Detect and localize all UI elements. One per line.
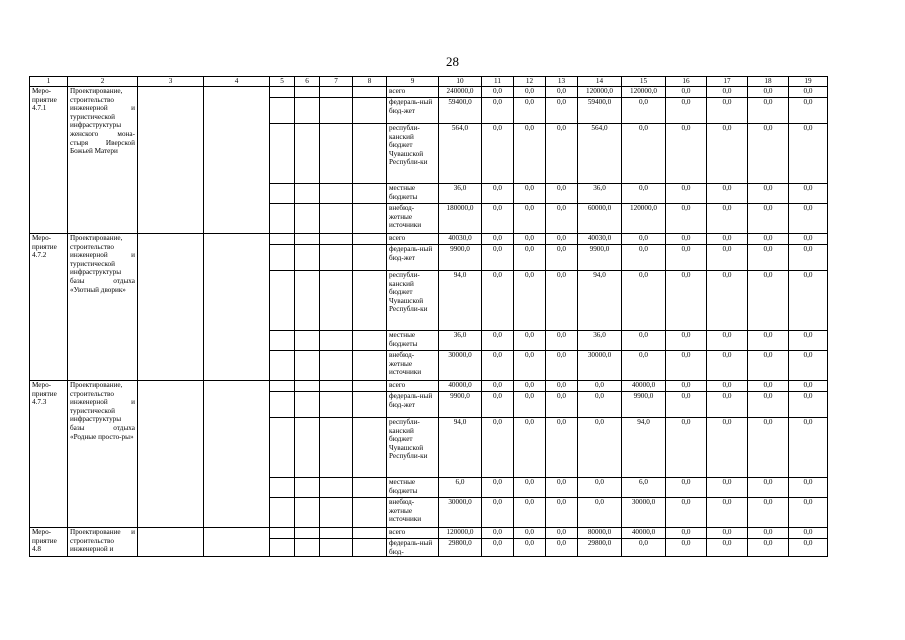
value-cell: 0,0 [514,478,546,498]
funding-source: всего [387,381,439,392]
value-cell: 0,0 [482,245,514,271]
value-cell: 0,0 [482,478,514,498]
value-cell: 120000,0 [439,528,482,539]
empty-cell [270,184,295,204]
measure-id: Меро- приятие 4.7.3 [30,381,68,528]
value-cell: 0,0 [666,498,707,528]
empty-cell [295,478,320,498]
empty-cell [320,478,353,498]
value-cell: 0,0 [707,392,748,418]
value-cell: 0,0 [514,184,546,204]
value-cell: 0,0 [514,245,546,271]
value-cell: 0,0 [789,87,828,98]
value-cell: 0,0 [748,245,789,271]
empty-cell [270,98,295,124]
value-cell: 36,0 [439,184,482,204]
value-cell: 0,0 [789,184,828,204]
value-cell: 0,0 [546,87,578,98]
empty-cell [270,539,295,557]
header-cell: 3 [138,77,204,87]
empty-cell [320,184,353,204]
value-cell: 0,0 [789,98,828,124]
value-cell: 0,0 [546,528,578,539]
value-cell: 0,0 [578,381,622,392]
empty-cell [270,245,295,271]
empty-cell [295,351,320,381]
value-cell: 0,0 [707,204,748,234]
empty-cell [270,418,295,478]
value-cell: 0,0 [482,539,514,557]
value-cell: 0,0 [789,539,828,557]
empty-cell [295,418,320,478]
value-cell: 36,0 [578,184,622,204]
value-cell: 0,0 [482,528,514,539]
funding-source: федераль-ный бюд-жет [387,98,439,124]
measure-title: Проектирование и строительство инженерной и [68,528,138,557]
value-cell: 240000,0 [439,87,482,98]
value-cell: 94,0 [622,418,666,478]
value-cell: 0,0 [622,539,666,557]
value-cell: 0,0 [482,331,514,351]
header-cell: 11 [482,77,514,87]
value-cell: 30000,0 [622,498,666,528]
value-cell: 0,0 [514,528,546,539]
value-cell: 0,0 [482,351,514,381]
value-cell: 0,0 [748,351,789,381]
funding-source: республи-канский бюджет Чувашской Республи-ки [387,418,439,478]
funding-source: республи-канский бюджет Чувашской Республи-ки [387,124,439,184]
header-cell: 15 [622,77,666,87]
funding-source: внебюд-жетные источники [387,351,439,381]
value-cell: 0,0 [622,271,666,331]
value-cell: 0,0 [748,528,789,539]
value-cell: 40000,0 [439,381,482,392]
header-cell: 10 [439,77,482,87]
value-cell: 0,0 [748,539,789,557]
value-cell: 0,0 [514,381,546,392]
empty-cell [295,271,320,331]
empty-cell [353,98,387,124]
funding-source: республи-канский бюджет Чувашской Республи-ки [387,271,439,331]
value-cell: 0,0 [666,418,707,478]
value-cell: 0,0 [622,351,666,381]
value-cell: 0,0 [578,478,622,498]
header-cell: 6 [295,77,320,87]
value-cell: 9900,0 [578,245,622,271]
header-cell: 5 [270,77,295,87]
empty-cell [295,204,320,234]
value-cell: 0,0 [546,204,578,234]
empty-cell [353,124,387,184]
funding-source: федераль-ный бюд-жет [387,392,439,418]
value-cell: 564,0 [578,124,622,184]
value-cell: 0,0 [514,331,546,351]
header-cell: 19 [789,77,828,87]
empty-cell [353,351,387,381]
empty-cell [320,234,353,245]
empty-cell [353,539,387,557]
value-cell: 0,0 [666,351,707,381]
value-cell: 0,0 [482,87,514,98]
value-cell: 0,0 [482,234,514,245]
empty-cell [295,234,320,245]
value-cell: 9900,0 [439,392,482,418]
empty-cell [320,498,353,528]
value-cell: 0,0 [666,331,707,351]
empty-cell [353,271,387,331]
value-cell: 30000,0 [439,498,482,528]
value-cell: 0,0 [546,184,578,204]
value-cell: 0,0 [748,381,789,392]
empty-cell [320,351,353,381]
empty-cell [320,381,353,392]
value-cell: 0,0 [622,184,666,204]
empty-cell [270,498,295,528]
value-cell: 9900,0 [439,245,482,271]
value-cell: 40030,0 [578,234,622,245]
value-cell: 0,0 [748,418,789,478]
value-cell: 0,0 [546,478,578,498]
value-cell: 0,0 [789,124,828,184]
empty-cell [353,184,387,204]
empty-cell [353,331,387,351]
table-row [30,234,828,245]
header-cell: 8 [353,77,387,87]
value-cell: 0,0 [514,498,546,528]
empty-cell [204,528,270,557]
header-cell: 2 [68,77,138,87]
empty-cell [270,234,295,245]
empty-cell [353,528,387,539]
value-cell: 0,0 [707,498,748,528]
measure-id: Меро- приятие 4.7.1 [30,87,68,234]
table-row [30,381,828,392]
value-cell: 0,0 [546,245,578,271]
value-cell: 0,0 [748,392,789,418]
value-cell: 0,0 [482,204,514,234]
table-row [30,528,828,539]
value-cell: 0,0 [546,498,578,528]
empty-cell [138,87,204,234]
value-cell: 6,0 [439,478,482,498]
funding-source: местные бюджеты [387,478,439,498]
value-cell: 0,0 [578,392,622,418]
value-cell: 0,0 [546,234,578,245]
value-cell: 0,0 [666,98,707,124]
value-cell: 0,0 [789,271,828,331]
empty-cell [295,539,320,557]
empty-cell [320,331,353,351]
empty-cell [353,418,387,478]
value-cell: 40000,0 [622,528,666,539]
value-cell: 0,0 [666,245,707,271]
value-cell: 0,0 [666,204,707,234]
empty-cell [295,245,320,271]
empty-cell [320,528,353,539]
header-cell: 14 [578,77,622,87]
funding-source: местные бюджеты [387,331,439,351]
value-cell: 0,0 [707,478,748,498]
value-cell: 40030,0 [439,234,482,245]
value-cell: 0,0 [546,381,578,392]
value-cell: 0,0 [666,381,707,392]
measure-title: Проектирование, строительство инженерной и туристической инфраструктуры базы отдыха «Родные просто-ры» [68,381,138,528]
value-cell: 80000,0 [578,528,622,539]
empty-cell [295,381,320,392]
empty-cell [353,87,387,98]
empty-cell [270,124,295,184]
value-cell: 0,0 [482,498,514,528]
value-cell: 0,0 [482,98,514,124]
value-cell: 6,0 [622,478,666,498]
value-cell: 0,0 [514,87,546,98]
value-cell: 0,0 [482,184,514,204]
value-cell: 0,0 [546,418,578,478]
empty-cell [270,381,295,392]
measure-title: Проектирование, строительство инженерной и туристической инфраструктуры базы отдыха «Уютный дворик» [68,234,138,381]
funding-source: всего [387,87,439,98]
empty-cell [320,124,353,184]
value-cell: 0,0 [514,98,546,124]
empty-cell [320,87,353,98]
empty-cell [353,234,387,245]
empty-cell [295,98,320,124]
value-cell: 0,0 [707,418,748,478]
value-cell: 0,0 [748,478,789,498]
value-cell: 30000,0 [578,351,622,381]
value-cell: 40000,0 [622,381,666,392]
header-cell: 17 [707,77,748,87]
value-cell: 0,0 [546,392,578,418]
empty-cell [320,204,353,234]
value-cell: 0,0 [707,98,748,124]
empty-cell [320,245,353,271]
value-cell: 0,0 [514,418,546,478]
value-cell: 0,0 [546,331,578,351]
value-cell: 0,0 [707,331,748,351]
empty-cell [270,331,295,351]
empty-cell [353,381,387,392]
value-cell: 0,0 [707,271,748,331]
header-cell: 12 [514,77,546,87]
empty-cell [270,528,295,539]
value-cell: 59400,0 [578,98,622,124]
funding-source: местные бюджеты [387,184,439,204]
header-cell: 4 [204,77,270,87]
header-row [30,77,828,87]
empty-cell [138,381,204,528]
value-cell: 0,0 [748,234,789,245]
empty-cell [320,98,353,124]
budget-table [29,76,828,557]
value-cell: 0,0 [789,234,828,245]
value-cell: 0,0 [514,124,546,184]
value-cell: 0,0 [707,124,748,184]
value-cell: 0,0 [748,204,789,234]
empty-cell [295,498,320,528]
empty-cell [320,271,353,331]
empty-cell [353,204,387,234]
value-cell: 0,0 [514,539,546,557]
value-cell: 0,0 [666,87,707,98]
value-cell: 0,0 [707,381,748,392]
value-cell: 0,0 [707,184,748,204]
value-cell: 0,0 [546,271,578,331]
value-cell: 94,0 [439,271,482,331]
value-cell: 0,0 [707,351,748,381]
empty-cell [320,418,353,478]
value-cell: 0,0 [666,124,707,184]
value-cell: 0,0 [578,498,622,528]
funding-source: всего [387,234,439,245]
empty-cell [295,184,320,204]
value-cell: 0,0 [666,271,707,331]
value-cell: 120000,0 [622,87,666,98]
value-cell: 36,0 [439,331,482,351]
value-cell: 94,0 [578,271,622,331]
value-cell: 0,0 [789,351,828,381]
empty-cell [138,234,204,381]
funding-source: всего [387,528,439,539]
empty-cell [270,351,295,381]
value-cell: 36,0 [578,331,622,351]
value-cell: 0,0 [622,331,666,351]
value-cell: 0,0 [748,498,789,528]
empty-cell [295,87,320,98]
empty-cell [270,478,295,498]
value-cell: 0,0 [789,498,828,528]
value-cell: 0,0 [482,392,514,418]
empty-cell [270,87,295,98]
empty-cell [353,478,387,498]
value-cell: 0,0 [546,539,578,557]
value-cell: 120000,0 [578,87,622,98]
value-cell: 0,0 [514,271,546,331]
value-cell: 0,0 [789,528,828,539]
header-cell: 16 [666,77,707,87]
value-cell: 0,0 [482,381,514,392]
empty-cell [295,528,320,539]
empty-cell [295,331,320,351]
empty-cell [204,234,270,381]
value-cell: 0,0 [514,204,546,234]
value-cell: 59400,0 [439,98,482,124]
value-cell: 180000,0 [439,204,482,234]
value-cell: 0,0 [748,271,789,331]
value-cell: 0,0 [707,539,748,557]
value-cell: 0,0 [666,528,707,539]
header-cell: 18 [748,77,789,87]
measure-title: Проектирование, строительство инженерной и туристической инфраструктуры женского мона-стыря Иверской Божьей Матери [68,87,138,234]
value-cell: 29800,0 [439,539,482,557]
value-cell: 0,0 [666,184,707,204]
value-cell: 0,0 [789,204,828,234]
value-cell: 94,0 [439,418,482,478]
value-cell: 0,0 [482,124,514,184]
value-cell: 0,0 [482,271,514,331]
value-cell: 60000,0 [578,204,622,234]
funding-source: федераль-ный бюд- [387,539,439,557]
value-cell: 0,0 [546,98,578,124]
header-cell: 13 [546,77,578,87]
value-cell: 0,0 [789,392,828,418]
value-cell: 0,0 [789,418,828,478]
value-cell: 0,0 [748,98,789,124]
value-cell: 0,0 [622,245,666,271]
value-cell: 0,0 [514,351,546,381]
value-cell: 0,0 [546,124,578,184]
value-cell: 120000,0 [622,204,666,234]
empty-cell [353,392,387,418]
value-cell: 0,0 [514,234,546,245]
empty-cell [295,124,320,184]
value-cell: 29800,0 [578,539,622,557]
value-cell: 0,0 [546,351,578,381]
measure-id: Меро- приятие 4.8 [30,528,68,557]
empty-cell [353,498,387,528]
value-cell: 0,0 [622,98,666,124]
value-cell: 0,0 [666,234,707,245]
value-cell: 0,0 [789,331,828,351]
value-cell: 0,0 [622,124,666,184]
value-cell: 0,0 [748,184,789,204]
value-cell: 0,0 [666,478,707,498]
funding-source: федераль-ный бюд-жет [387,245,439,271]
value-cell: 0,0 [578,418,622,478]
value-cell: 0,0 [789,381,828,392]
value-cell: 0,0 [622,234,666,245]
value-cell: 30000,0 [439,351,482,381]
empty-cell [138,528,204,557]
value-cell: 0,0 [748,87,789,98]
table-row [30,87,828,98]
empty-cell [270,204,295,234]
value-cell: 0,0 [707,245,748,271]
empty-cell [320,392,353,418]
value-cell: 0,0 [748,124,789,184]
value-cell: 0,0 [666,392,707,418]
value-cell: 564,0 [439,124,482,184]
value-cell: 0,0 [666,539,707,557]
value-cell: 0,0 [789,478,828,498]
value-cell: 0,0 [707,87,748,98]
empty-cell [295,392,320,418]
value-cell: 0,0 [707,528,748,539]
header-cell: 9 [387,77,439,87]
header-cell: 7 [320,77,353,87]
empty-cell [353,245,387,271]
empty-cell [320,539,353,557]
funding-source: внебюд-жетные источники [387,204,439,234]
empty-cell [270,271,295,331]
page-number: 28 [446,54,459,69]
value-cell: 0,0 [789,245,828,271]
empty-cell [204,381,270,528]
value-cell: 0,0 [707,234,748,245]
value-cell: 9900,0 [622,392,666,418]
funding-source: внебюд-жетные источники [387,498,439,528]
empty-cell [270,392,295,418]
header-cell: 1 [30,77,68,87]
value-cell: 0,0 [482,418,514,478]
empty-cell [204,87,270,234]
measure-id: Меро- приятие 4.7.2 [30,234,68,381]
value-cell: 0,0 [748,331,789,351]
value-cell: 0,0 [514,392,546,418]
